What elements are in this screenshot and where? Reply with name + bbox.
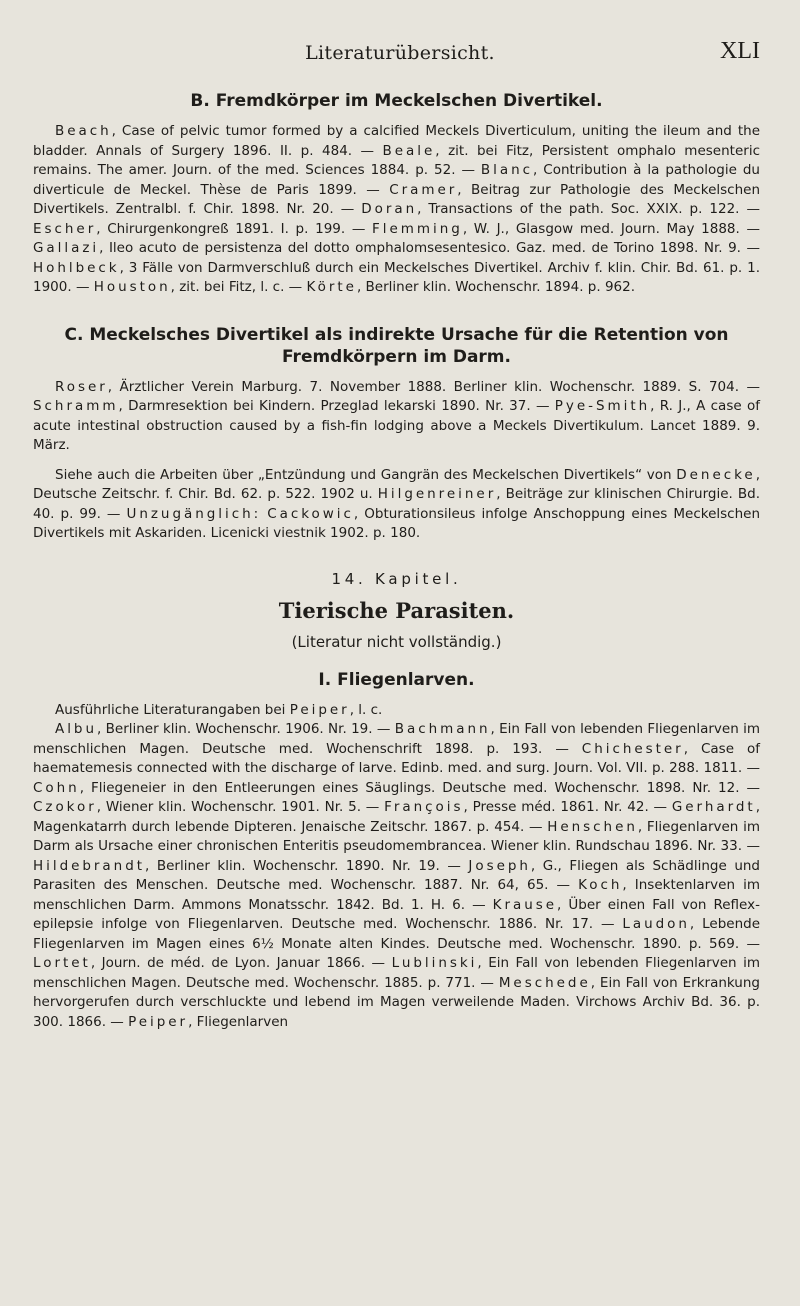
author-name: Peiper bbox=[289, 701, 350, 718]
author-name: Cackowic bbox=[267, 505, 354, 522]
citation-text: , Beiträge zur klinischen Chirurgie. Bd. 40. p. 99. — bbox=[33, 486, 760, 522]
body-text bbox=[33, 90, 760, 1032]
author-name: Koch bbox=[578, 877, 623, 893]
author-name: Beale bbox=[382, 142, 436, 159]
running-title: Literaturübersicht. bbox=[305, 42, 495, 64]
citation-text: , Obturationsileus infolge Anschoppung eines Meckelschen Divertikels mit Askariden. Licenicki viestnik 1902. p. 180. bbox=[33, 505, 761, 541]
citation-text: , Fliegeneier in den Entleerungen eines Säuglings. Deutsche med. Wochenschr. 1898. Nr. 12. — bbox=[79, 779, 760, 796]
citation-text: , Berliner klin. Wochenschr. 1906. Nr. 19. — bbox=[97, 721, 395, 737]
author-name: Peiper bbox=[128, 1013, 189, 1030]
author-name: Escher bbox=[33, 220, 97, 237]
citation-text: , Ein Fall von Erkrankung hervorgerufen durch verschluckte und lebend im Magen verweilende Maden. Virchows Archiv Bd. 36. p. 300. 1866. — bbox=[33, 974, 760, 1030]
citation-text: , Case of haematemesis connected with the discharge of larve. Edinb. med. and surg. Journ. Vol. VII. p. 288. 1811. — bbox=[33, 740, 760, 776]
author-name: Houston bbox=[93, 279, 171, 295]
chapter-title: Tierische Parasiten. bbox=[278, 597, 515, 623]
author-name: Gerhardt bbox=[671, 799, 756, 815]
citation-text: , Beitrag zur Pathologie des Meckelschen Divertikels. Zentralbl. f. Chir. 1898. Nr. 20. — bbox=[33, 181, 761, 217]
author-name: Lublinski bbox=[391, 955, 478, 971]
section-i-heading: I. Fliegenlarven. bbox=[318, 669, 475, 690]
chapter-label: 14. Kapitel. bbox=[331, 569, 462, 588]
author-name: Krause bbox=[492, 896, 558, 913]
citation-text: , Lebende Fliegenlarven im Magen eines 6½ Monate alten Kindes. Deutsche med. Wochenschr. 1890. p. 569. — bbox=[33, 916, 760, 952]
author-name: Denecke bbox=[676, 466, 756, 483]
author-name: Gallazi bbox=[33, 240, 100, 256]
citation-text: Siehe auch die Arbeiten über „Entzündung und Gangrän des Meckelschen Divertikels“ von bbox=[55, 466, 677, 483]
citation-text: , Presse méd. 1861. Nr. 42. — bbox=[463, 799, 672, 815]
author-name: Körte bbox=[306, 279, 357, 295]
author-name: Albu bbox=[55, 721, 97, 737]
author-name: Meschede bbox=[498, 974, 591, 991]
citation-text: , Insektenlarven im menschlichen Darm. Ammons Monatsschr. 1842. Bd. 1. H. 6. — bbox=[33, 877, 760, 913]
citation-text: , Ein Fall von lebenden Fliegenlarven im menschlichen Magen. Deutsche med. Wochenschr. 1885. p. 771. — bbox=[33, 955, 760, 991]
citation-text: , Deutsche Zeitschr. f. Chir. Bd. 62. p. 522. 1902 u. bbox=[33, 466, 760, 502]
citation-text: Ausführliche Literaturangaben bei bbox=[55, 701, 290, 718]
author-name: Lortet bbox=[33, 955, 91, 971]
author-name: Blanc bbox=[480, 162, 534, 178]
citation-text: , Berliner klin. Wochenschr. 1890. Nr. 19. — bbox=[145, 857, 469, 874]
section-b-heading: B. Fremdkörper im Meckelschen Divertikel. bbox=[190, 91, 603, 111]
citation-text: , Ileo acuto de persistenza del dotto omphalomsesentesico. Gaz. med. de Torino 1898. Nr. 9. — bbox=[99, 240, 760, 256]
citation-text: , Chirurgenkongreß 1891. I. p. 199. — bbox=[96, 220, 373, 237]
citation-text: , zit. bei Fitz, l. c. — bbox=[170, 279, 307, 295]
citation-text: , Case of pelvic tumor formed by a calcified Meckels Diverticulum, uniting the ileum and the bladder. Annals of Surgery 1896. II. p. 484. — bbox=[33, 123, 760, 159]
author-name: Chichester bbox=[581, 740, 684, 757]
citation-text: , Fliegenlarven im Darm als Ursache einer chronischen Enteritis pseudomembrancea. Wiener klin. Rundschau 1896. Nr. 33. — bbox=[33, 818, 760, 854]
page-number: XLI bbox=[720, 38, 760, 64]
section-b-references bbox=[33, 122, 760, 298]
section-i-intro bbox=[33, 701, 760, 721]
author-name: Bachmann bbox=[394, 721, 491, 737]
author-name: Laudon bbox=[622, 916, 690, 932]
author-name: Doran bbox=[361, 201, 418, 217]
citation-text: , R. J., A case of acute intestinal obstruction caused by a fish-fin lodging above a Meckels Divertikulum. Lancet 1889. 9. März. bbox=[33, 398, 760, 453]
section-c-references bbox=[33, 378, 760, 456]
citation-text: , G., Fliegen als Schädlinge und Parasiten des Menschen. Deutsche med. Wochenschr. 1887. Nr. 64, 65. — bbox=[33, 857, 760, 893]
citation-text: , Ein Fall von lebenden Fliegenlarven im menschlichen Magen. Deutsche med. Wochenschrift 1898. p. 193. — bbox=[33, 721, 760, 757]
citation-text: , Wiener klin. Wochenschr. 1901. Nr. 5. — bbox=[96, 799, 385, 815]
author-name: Roser bbox=[55, 378, 108, 395]
citation-text: , Ärztlicher Verein Marburg. 7. November 1888. Berliner klin. Wochenschr. 1889. S. 704. — bbox=[107, 378, 760, 395]
running-head bbox=[0, 38, 800, 66]
citation-text: , l. c. bbox=[349, 701, 383, 718]
citation-text: , Fliegenlarven bbox=[188, 1013, 289, 1030]
chapter-note: (Literatur nicht vollständig.) bbox=[291, 632, 502, 651]
citation-text: , Magenkatarrh durch lebende Dipteren. Jenaische Zeitschr. 1867. p. 454. — bbox=[33, 799, 760, 835]
author-name: Unzugänglich: bbox=[126, 505, 262, 522]
author-name: Hilgenreiner bbox=[377, 486, 497, 502]
citation-text: , 3 Fälle von Darmverschluß durch ein Meckelsches Divertikel. Archiv f. klin. Chir. Bd. 61. p. 1. 1900. — bbox=[33, 259, 760, 295]
citation-text: , zit. bei Fitz, Persistent omphalo mesenteric remains. The amer. Journ. of the med. Sciences 1884. p. 52. — bbox=[33, 142, 760, 178]
author-name: Henschen bbox=[547, 818, 638, 835]
citation-text: , W. J., Glasgow med. Journ. May 1888. — bbox=[462, 220, 760, 237]
author-name: Hildebrandt bbox=[33, 857, 146, 874]
citation-text: , Darmresektion bei Kindern. Przeglad lekarski 1890. Nr. 37. — bbox=[118, 398, 555, 414]
author-name: Pye-Smith bbox=[554, 398, 651, 414]
section-c-heading: C. Meckelsches Divertikel als indirekte Ursache für die Retention von Fremdkörpern im Darm. bbox=[64, 324, 729, 367]
citation-text: , Über einen Fall von Reflex-epilepsie infolge von Fliegenlarven. Deutsche med. Wochenschr. 1886. Nr. 17. — bbox=[33, 896, 760, 932]
author-name: Cohn bbox=[33, 779, 80, 796]
author-name: Flemming bbox=[372, 220, 463, 237]
author-name: Czokor bbox=[33, 799, 97, 815]
citation-text: , Journ. de méd. de Lyon. Januar 1866. — bbox=[90, 955, 392, 971]
section-i-references bbox=[33, 720, 760, 1032]
author-name: Schramm bbox=[33, 398, 119, 414]
citation-text: , Transactions of the path. Soc. XXIX. p. 122. — bbox=[417, 201, 760, 217]
author-name: Hohlbeck bbox=[33, 259, 120, 276]
citation-text: , Contribution à la pathologie du diverticule de Meckel. Thèse de Paris 1899. — bbox=[33, 162, 760, 198]
section-c-see-also bbox=[33, 466, 760, 544]
author-name: Cramer bbox=[389, 181, 458, 198]
citation-text: , Berliner klin. Wochenschr. 1894. p. 962. bbox=[356, 279, 636, 295]
author-name: Beach bbox=[55, 123, 112, 139]
author-name: François bbox=[384, 799, 464, 815]
author-name: Joseph bbox=[468, 857, 531, 874]
